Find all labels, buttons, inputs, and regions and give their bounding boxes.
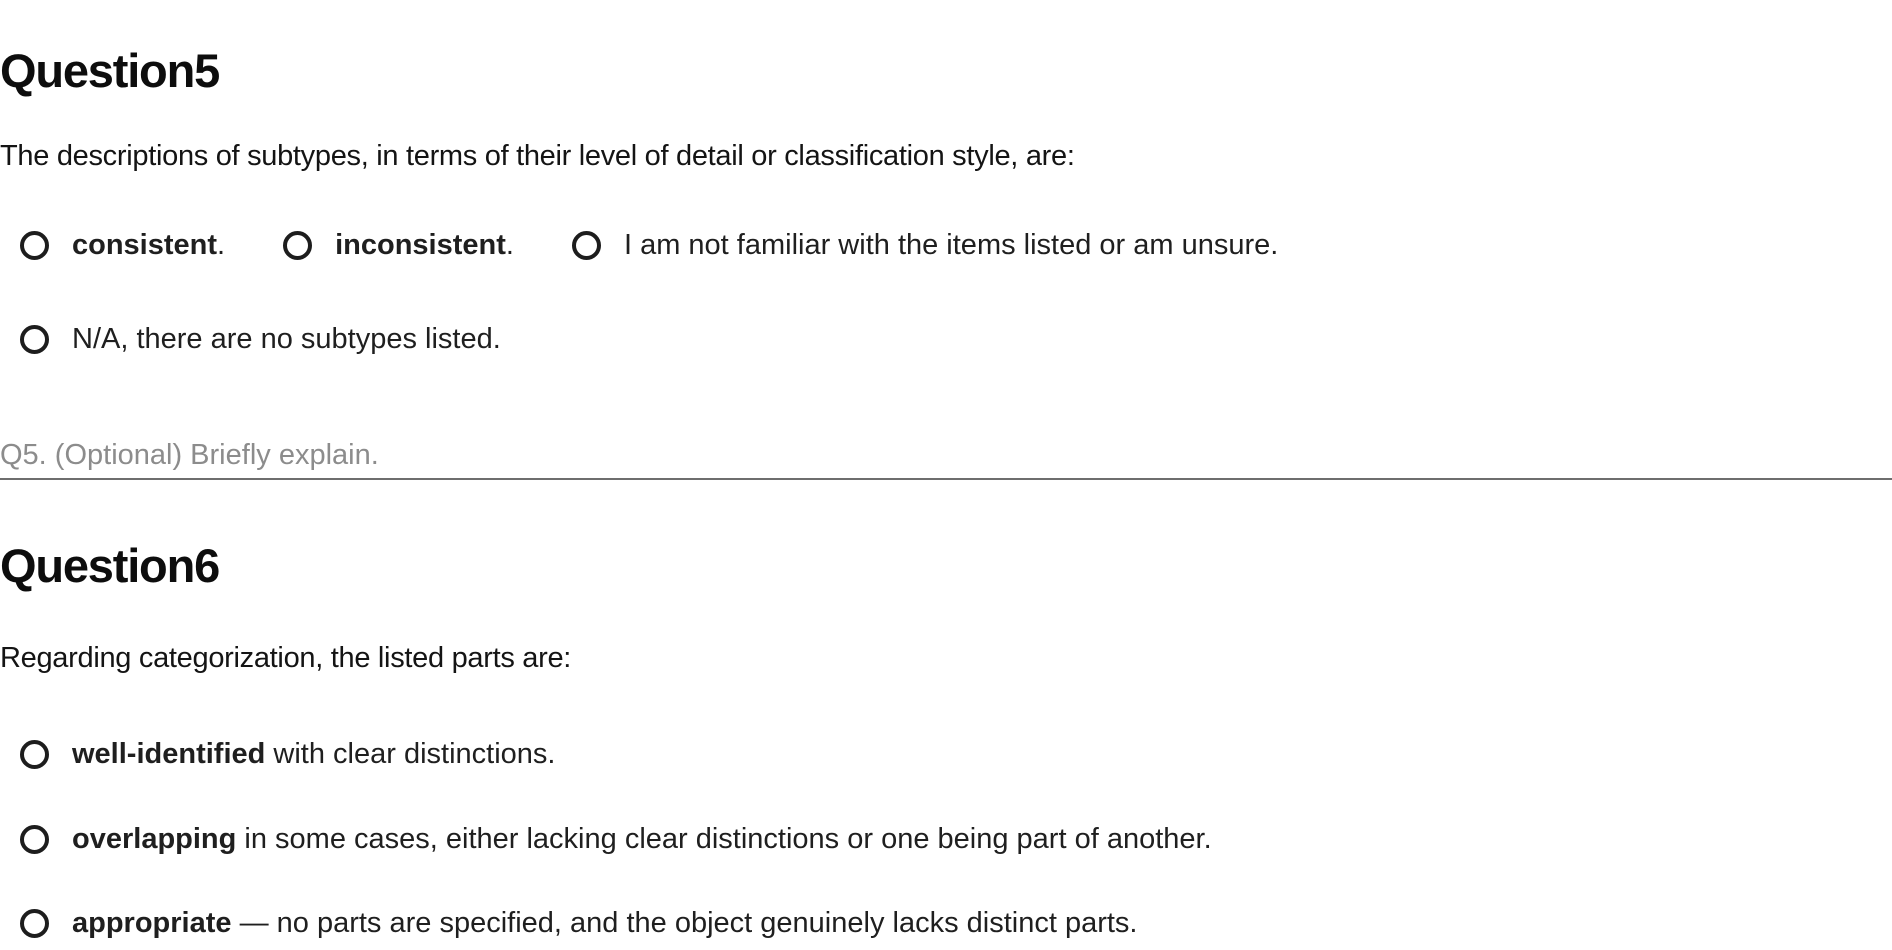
radio-option-well-identified[interactable] — [20, 737, 555, 771]
radio-button-icon[interactable] — [20, 909, 49, 938]
question5-heading: Question5 — [0, 44, 220, 97]
radio-button-icon[interactable] — [20, 825, 49, 854]
radio-button-icon[interactable] — [283, 231, 312, 260]
option-label — [72, 822, 1212, 856]
q5-explain-input[interactable] — [0, 432, 1892, 480]
radio-option-overlapping[interactable] — [20, 822, 1212, 856]
option-label-bold: well-identified — [72, 738, 266, 770]
radio-button-icon[interactable] — [20, 231, 49, 260]
option-label-rest: — no parts are specified, and the object genuinely lacks distinct parts. — [231, 907, 1138, 939]
option-label-rest: . — [217, 229, 226, 261]
option-label — [72, 322, 501, 356]
question6-prompt: Regarding categorization, the listed parts are: — [0, 642, 572, 674]
option-label — [335, 228, 514, 262]
radio-button-icon[interactable] — [20, 325, 49, 354]
option-label — [72, 228, 225, 262]
option-label-bold: inconsistent — [335, 229, 506, 261]
radio-button-icon[interactable] — [20, 740, 49, 769]
radio-button-icon[interactable] — [572, 231, 601, 260]
option-label-rest: with clear distinctions. — [265, 738, 556, 770]
radio-option-not-familiar[interactable] — [572, 228, 1278, 262]
option-label-rest: . — [505, 229, 514, 261]
question6-heading: Question6 — [0, 539, 220, 592]
radio-option-na[interactable] — [20, 322, 501, 356]
option-label-bold: appropriate — [72, 907, 232, 939]
radio-option-inconsistent[interactable] — [283, 228, 514, 262]
option-label-rest: N/A, there are no subtypes listed. — [72, 323, 501, 355]
option-label-bold: overlapping — [72, 823, 237, 855]
option-label — [72, 906, 1137, 940]
option-label — [624, 228, 1278, 262]
radio-option-consistent[interactable] — [20, 228, 225, 262]
radio-option-appropriate[interactable] — [20, 906, 1137, 940]
question5-options-row — [20, 228, 1278, 262]
option-label-rest: in some cases, either lacking clear distinctions or one being part of another. — [236, 823, 1212, 855]
option-label-bold: consistent — [72, 229, 218, 261]
option-label-rest: I am not familiar with the items listed or am unsure. — [623, 229, 1279, 261]
question5-prompt: The descriptions of subtypes, in terms of their level of detail or classification style, are: — [0, 140, 1075, 172]
option-label — [72, 737, 555, 771]
